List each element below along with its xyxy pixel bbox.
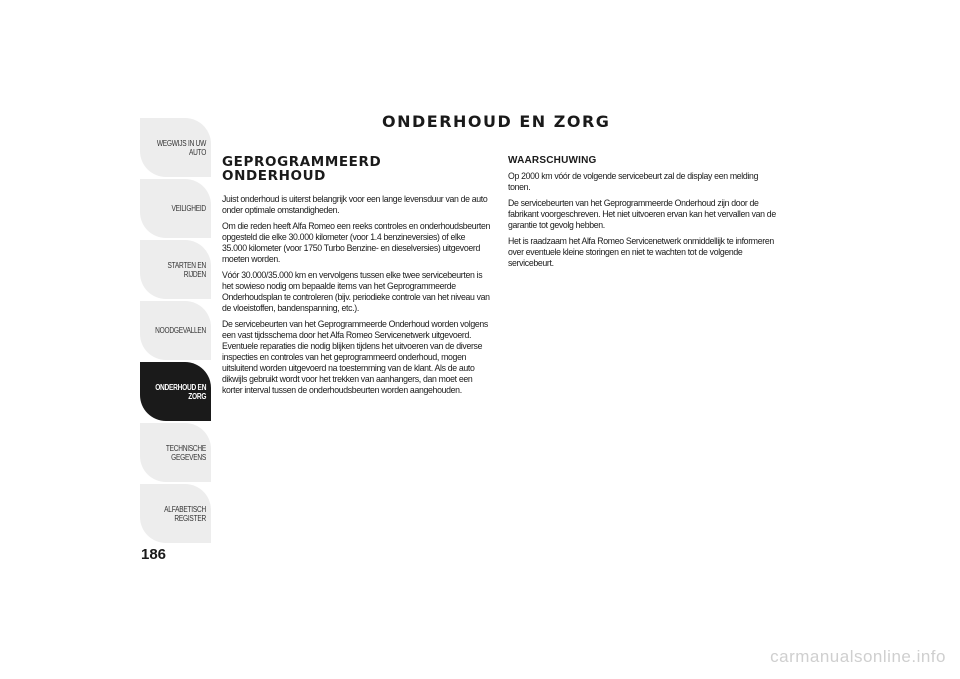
paragraph: Het is raadzaam het Alfa Romeo Servicenetwerk onmiddellijk te informeren over eventuele kleine storingen en niet te wachten tot de volgende servicebeurt. [508, 235, 774, 268]
tab-alfabetisch-register[interactable] [140, 484, 211, 543]
page-number: 186 [141, 546, 167, 563]
tab-starten-en-rijden[interactable] [140, 240, 211, 299]
scheduled-maintenance-section [222, 155, 490, 400]
tab-label: ONDERHOUD EN ZORG [155, 382, 206, 401]
tab-technische-gegevens[interactable] [140, 423, 211, 482]
watermark: carmanualsonline.info [770, 647, 946, 666]
tab-noodgevallen[interactable] [140, 301, 211, 360]
warning-heading: WAARSCHUWING [508, 155, 597, 166]
tab-label: WEGWIJS IN UW AUTO [156, 138, 206, 157]
section-heading: GEPROGRAMMEERD ONDERHOUD [222, 154, 382, 184]
tab-label: VEILIGHEID [171, 204, 206, 213]
paragraph: Juist onderhoud is uiterst belangrijk voor een lange levensduur van de auto onder optimale omstandigheden. [222, 193, 488, 215]
page-title: ONDERHOUD EN ZORG [382, 112, 611, 131]
chapter-sidebar [140, 118, 211, 545]
tab-label: ALFABETISCH REGISTER [164, 504, 206, 523]
paragraph: Vóór 30.000/35.000 km en vervolgens tussen elke twee servicebeurten is het sowieso nodig om bepaalde items van het Geprogrammeerde Onderhoudsplan te controleren (bijv. periodieke controle van het niveau van de vloeistoffen, bandenspanning, etc.). [222, 269, 490, 313]
tab-wegwijs[interactable] [140, 118, 211, 177]
paragraph: Om die reden heeft Alfa Romeo een reeks controles en onderhoudsbeurten opgesteld die elke 30.000 kilometer (voor 1.4 benzineversies) of elke 35.000 kilometer (voor 1750 Turbo Benzine- en dieselversies) uitgevoerd moeten worden. [222, 220, 491, 264]
tab-label: STARTEN EN RIJDEN [167, 260, 206, 279]
paragraph: Op 2000 km vóór de volgende servicebeurt zal de display een melding tonen. [508, 170, 759, 192]
paragraph: De servicebeurten van het Geprogrammeerde Onderhoud worden volgens een vast tijdsschema door het Alfa Romeo Servicenetwerk uitgevoerd. Eventuele reparaties die nodig blijken tijdens het uitvoeren van de diverse inspecties en controles van het geprogrammeerd onderhoud, mogen uitsluitend worden uitgevoerd na toestemming van de klant. Als de auto dikwijls gebruikt wordt voor het trekken van aanhangers, dan moet een korter interval tussen de onderhoudsbeurten worden aangehouden. [222, 318, 488, 395]
tab-label: TECHNISCHE GEGEVENS [165, 443, 206, 462]
tab-veiligheid[interactable] [140, 179, 211, 238]
tab-onderhoud-en-zorg[interactable] [140, 362, 211, 421]
tab-label: NOODGEVALLEN [155, 326, 206, 335]
paragraph: De servicebeurten van het Geprogrammeerde Onderhoud zijn door de fabrikant voorgeschreven. Het niet uitvoeren ervan kan het vervallen van de garantie tot gevolg hebben. [508, 197, 776, 230]
warning-section [508, 155, 776, 273]
